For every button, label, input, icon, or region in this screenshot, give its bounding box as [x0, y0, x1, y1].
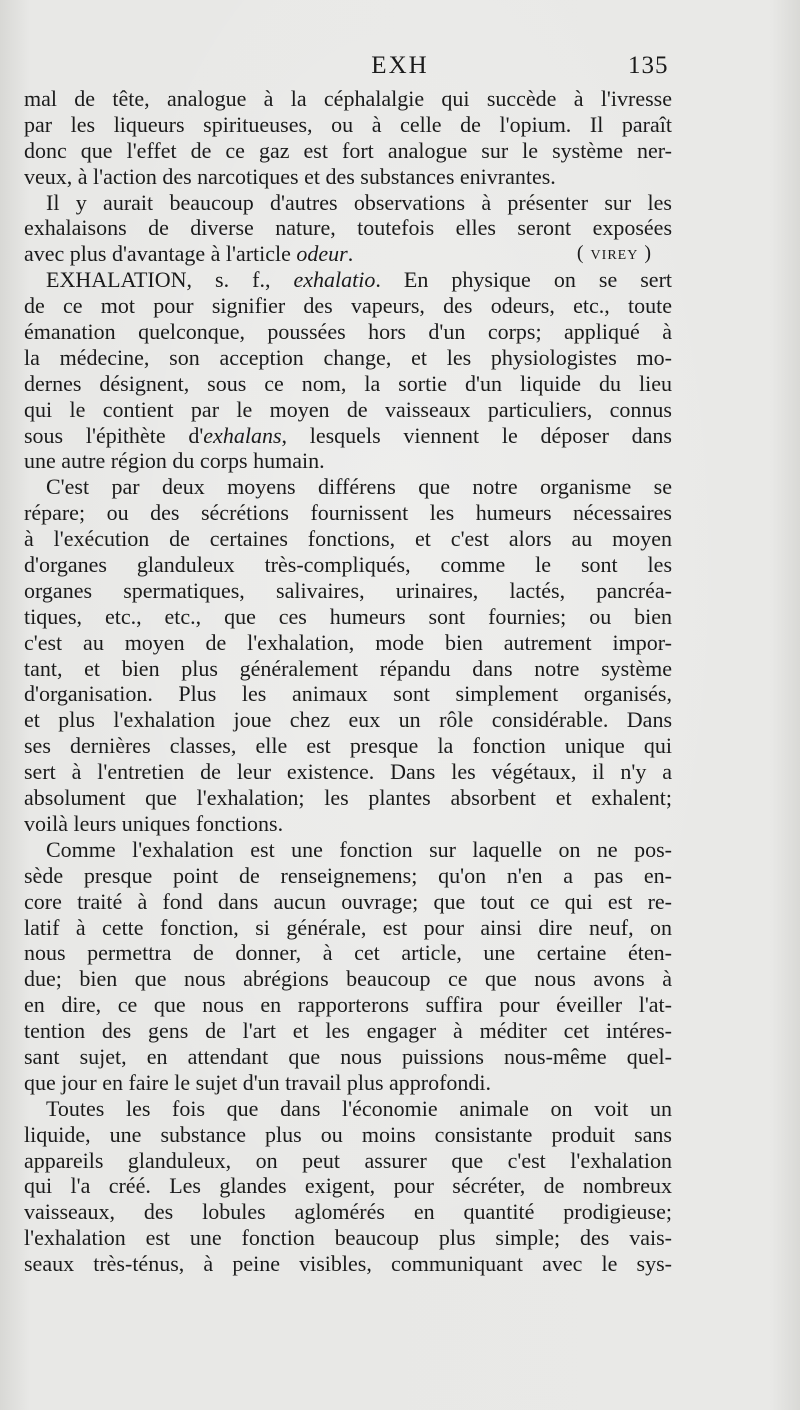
- text-line: d'organisation. Plus les animaux sont simplement organisés,: [24, 681, 672, 707]
- text-line: veux, à l'action des narcotiques et des substances enivrantes.: [24, 163, 556, 189]
- text-line: Comme l'exhalation est une fonction sur laquelle on ne pos-: [46, 836, 672, 862]
- text-line: sous l'épithète d'exhalans, lesquels viennent le déposer dans: [24, 422, 672, 448]
- text-line: nous permettra de donner, à cet article, une certaine éten-: [24, 940, 672, 966]
- text-line: exhalaisons de diverse nature, toutefois elles seront exposées: [24, 215, 672, 241]
- entry-heading-line: EXHALATION, s. f., exhalatio. En physique on se sert: [46, 267, 672, 293]
- text-line: dernes désignent, sous ce nom, la sortie d'un liquide du lieu: [24, 370, 672, 396]
- text-line: d'organes glanduleux très-compliqués, comme le sont les: [24, 552, 672, 578]
- text-line: Il y aurait beaucoup d'autres observations à présenter sur les: [46, 189, 672, 215]
- body-text: [24, 86, 672, 1277]
- text-line: sant sujet, en attendant que nous puissions nous-même quel-: [24, 1043, 672, 1069]
- text-line: ses dernières classes, elle est presque la fonction unique qui: [24, 733, 672, 759]
- text-line: Toutes les fois que dans l'économie animale on voit un: [46, 1095, 672, 1121]
- signed-line: [24, 241, 672, 267]
- text-line: tention des gens de l'art et les engager à méditer cet intéres-: [24, 1018, 672, 1044]
- author-signature: ( VIREY ): [577, 241, 652, 267]
- text-line: par les liqueurs spiritueuses, ou à celle de l'opium. Il paraît: [24, 111, 672, 137]
- text-line: vaisseaux, des lobules aglomérés en quantité prodigieuse;: [24, 1199, 672, 1225]
- text-line: appareils glanduleux, on peut assurer que c'est l'exhalation: [24, 1147, 672, 1173]
- page-number: 135: [628, 52, 669, 79]
- text-line: c'est au moyen de l'exhalation, mode bien autrement impor-: [24, 629, 672, 655]
- text-line: due; bien que nous abrégions beaucoup ce que nous avons à: [24, 966, 672, 992]
- text-line: donc que l'effet de ce gaz est fort analogue sur le système ner-: [24, 137, 672, 163]
- text-line: tant, et bien plus généralement répandu dans notre système: [24, 655, 672, 681]
- text-line: C'est par deux moyens différens que notre organisme se: [46, 474, 672, 500]
- text-line: liquide, une substance plus ou moins consistante produit sans: [24, 1121, 672, 1147]
- text-line: seaux très-ténus, à peine visibles, communiquant avec le sys-: [24, 1251, 672, 1277]
- text-line: mal de tête, analogue à la céphalalgie qui succède à l'ivresse: [24, 86, 672, 111]
- text-line: répare; ou des sécrétions fournissent les humeurs nécessaires: [24, 500, 672, 526]
- page-header: [0, 52, 800, 82]
- text-line: que jour en faire le sujet d'un travail plus approfondi.: [24, 1069, 492, 1095]
- text-line: émanation quelconque, poussées hors d'un corps; appliqué à: [24, 319, 672, 345]
- text-line: absolument que l'exhalation; les plantes absorbent et exhalent;: [24, 785, 672, 811]
- text-line: la médecine, son acception change, et les physiologistes mo-: [24, 344, 672, 370]
- running-head: EXH: [371, 52, 429, 79]
- text-line: qui le contient par le moyen de vaisseaux particuliers, connus: [24, 396, 672, 422]
- text-line: tiques, etc., etc., que ces humeurs sont fournies; ou bien: [24, 603, 672, 629]
- text-line: avec plus d'avantage à l'article odeur.: [24, 241, 354, 267]
- text-line: une autre région du corps humain.: [24, 448, 325, 474]
- text-line: de ce mot pour signifier des vapeurs, des odeurs, etc., toute: [24, 293, 672, 319]
- text-line: latif à cette fonction, si générale, est pour ainsi dire neuf, on: [24, 914, 672, 940]
- text-line: sert à l'entretien de leur existence. Dans les végétaux, il n'y a: [24, 759, 672, 785]
- text-line: qui l'a créé. Les glandes exigent, pour sécréter, de nombreux: [24, 1173, 672, 1199]
- text-line: sède presque point de renseignemens; qu'on n'en a pas en-: [24, 862, 672, 888]
- text-line: à l'exécution de certaines fonctions, et c'est alors au moyen: [24, 526, 672, 552]
- text-line: voilà leurs uniques fonctions.: [24, 810, 284, 836]
- text-line: organes spermatiques, salivaires, urinaires, lactés, pancréa-: [24, 577, 672, 603]
- text-line: en dire, ce que nous en rapporterons suffira pour éveiller l'at-: [24, 992, 672, 1018]
- text-line: core traité à fond dans aucun ouvrage; que tout ce qui est re-: [24, 888, 672, 914]
- text-line: et plus l'exhalation joue chez eux un rôle considérable. Dans: [24, 707, 672, 733]
- text-line: l'exhalation est une fonction beaucoup plus simple; des vais-: [24, 1225, 672, 1251]
